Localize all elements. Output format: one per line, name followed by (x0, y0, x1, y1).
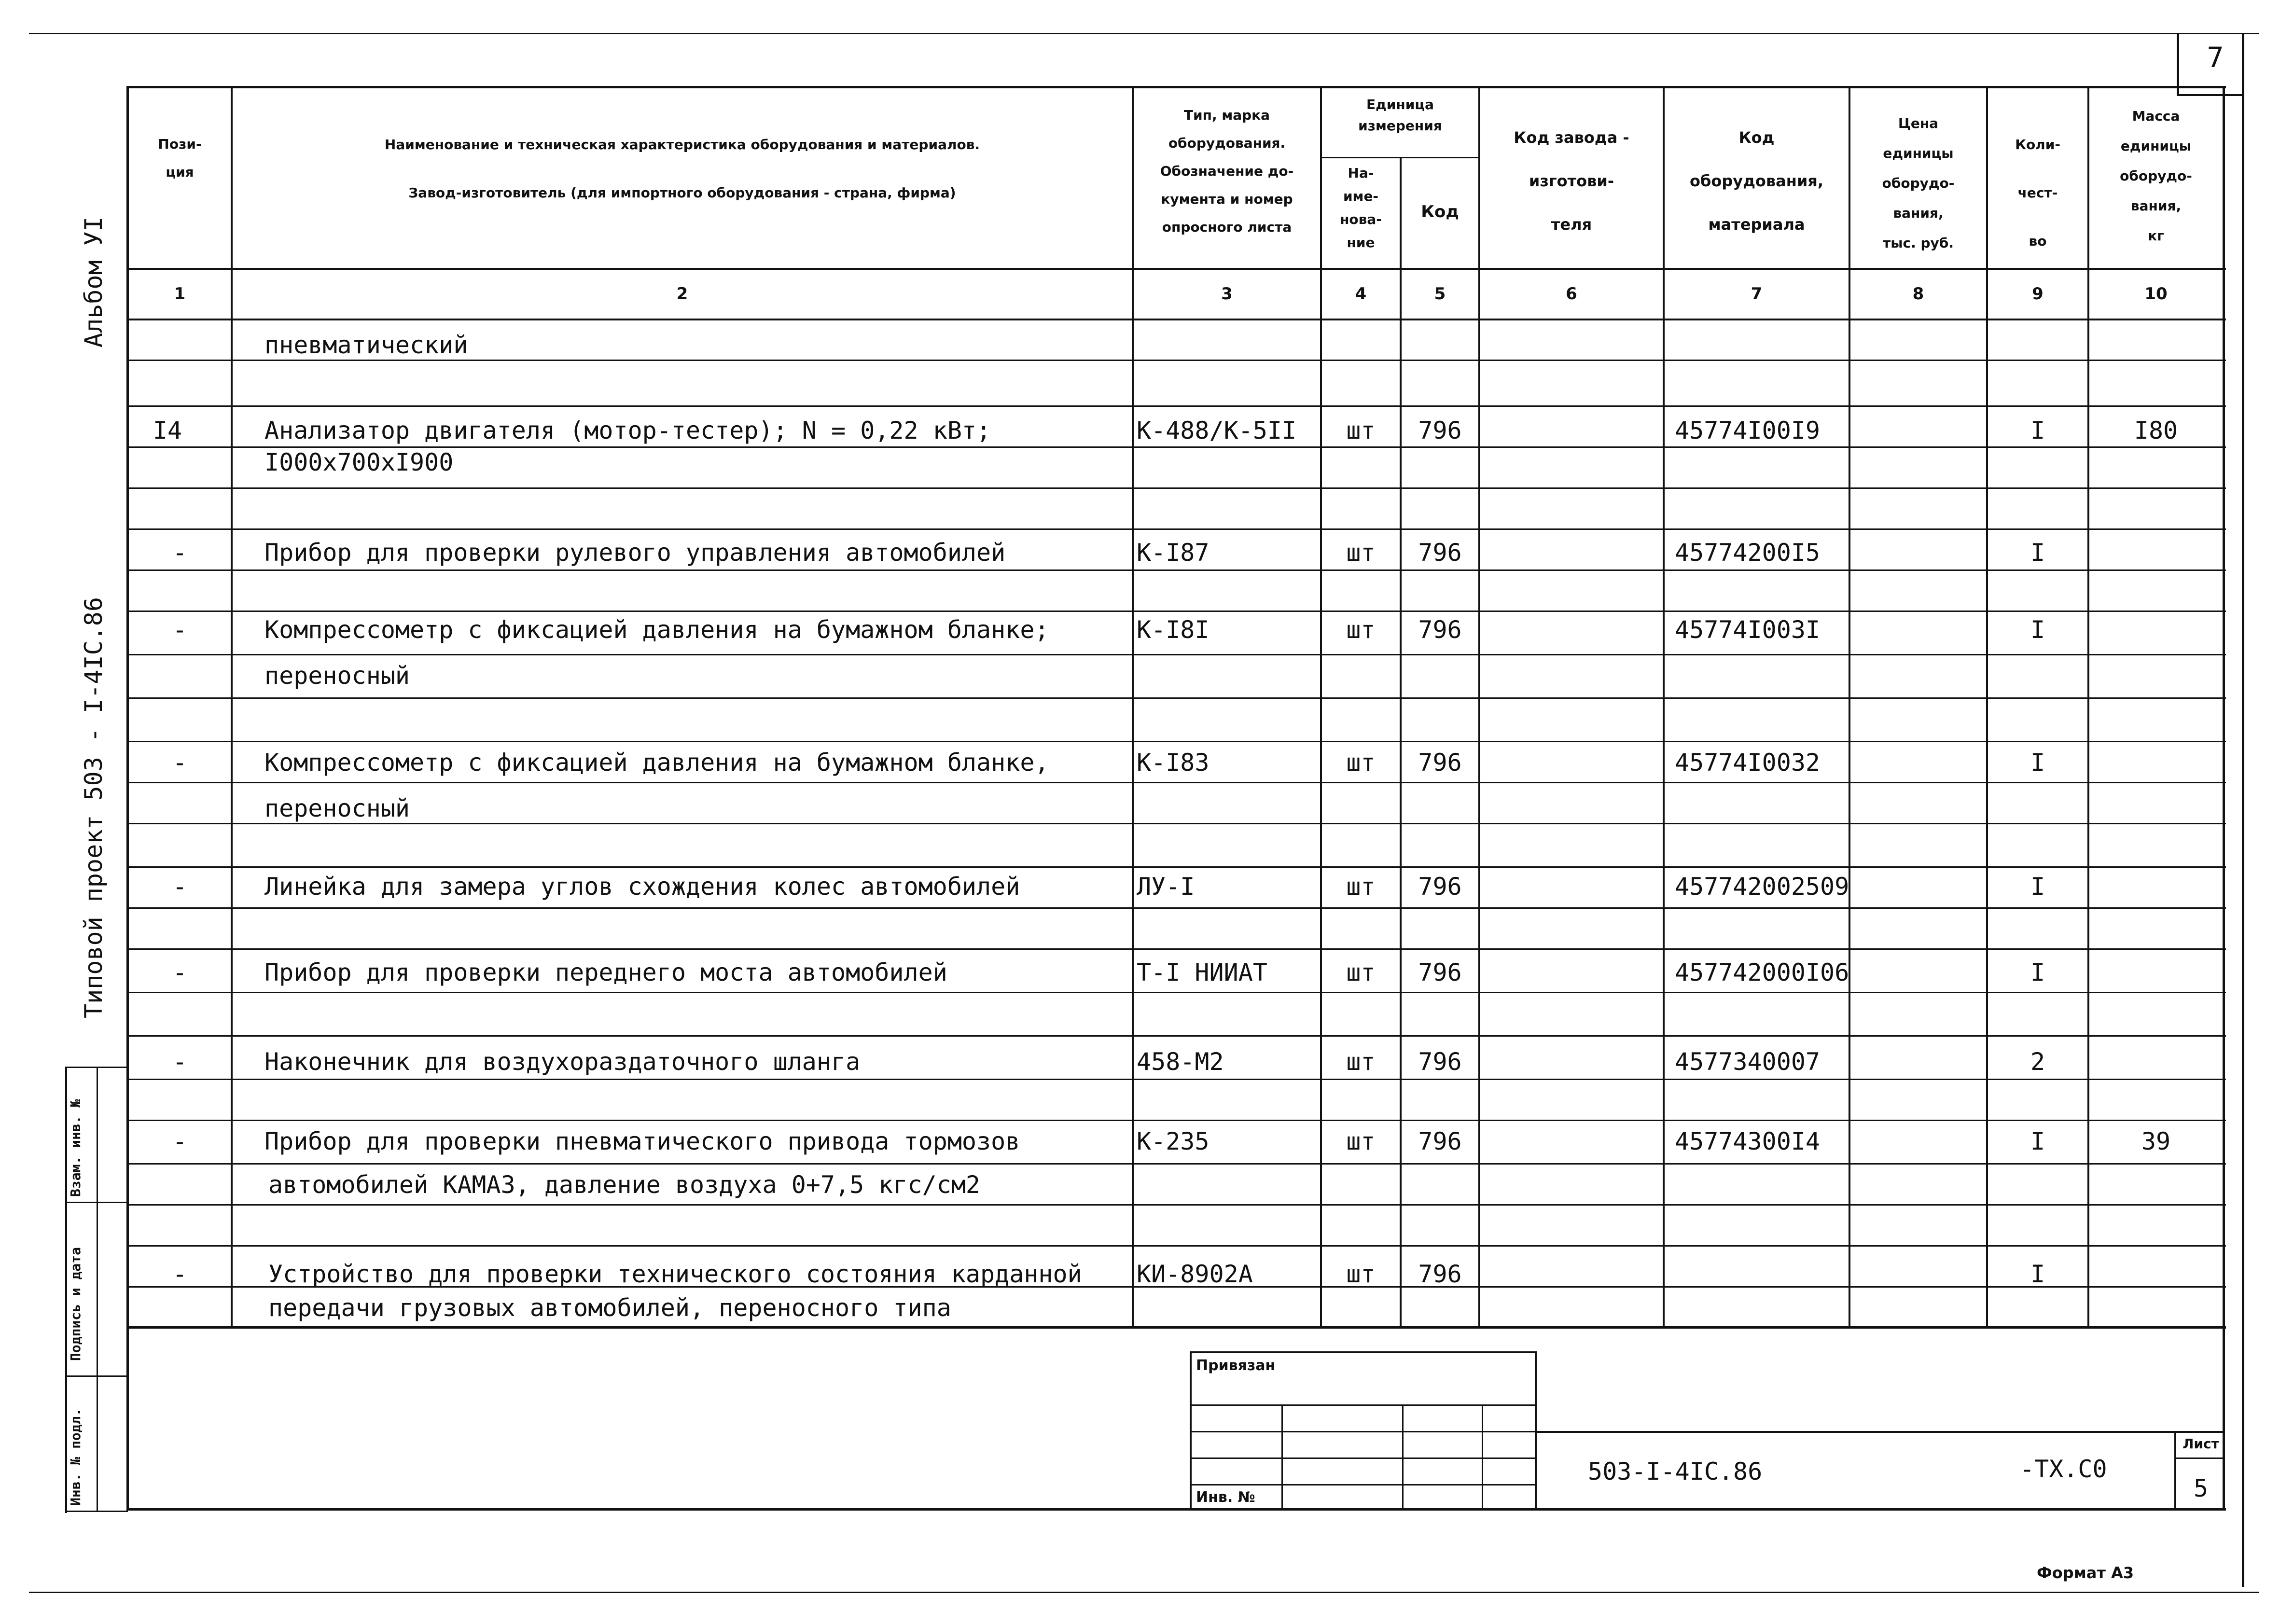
row-name: переносный (264, 662, 410, 690)
row-name: переносный (264, 794, 410, 822)
row-unit: шт (1346, 616, 1376, 644)
col-number: 7 (1751, 284, 1763, 304)
row-type: К-I87 (1137, 539, 1210, 567)
col-number: 4 (1355, 284, 1367, 304)
document-suffix: -TX.C0 (2020, 1455, 2107, 1483)
row-type: К-I83 (1137, 749, 1210, 777)
row-equipment-code: 45774I0032 (1675, 749, 1821, 777)
row-code: 796 (1418, 749, 1462, 777)
row-mass: I80 (2134, 416, 2178, 444)
row-name: Устройство для проверки технического состояния карданной (268, 1260, 1082, 1288)
signature-date-label: Подпись и дата (68, 1247, 83, 1361)
page-number: 7 (2207, 41, 2224, 74)
header-equipment-code: Код оборудования, материала (1690, 128, 1823, 234)
row-code: 796 (1418, 873, 1462, 901)
row-name: пневматический (264, 331, 468, 359)
row-quantity: 2 (2030, 1048, 2045, 1076)
privyazan-label: Привязан (1196, 1357, 1276, 1374)
row-name: автомобилей КАМАЗ, давление воздуха 0+7,5 кгс/см2 (268, 1171, 981, 1199)
row-code: 796 (1418, 958, 1462, 986)
row-code: 796 (1418, 1127, 1462, 1155)
col-number: 9 (2032, 284, 2044, 304)
row-quantity: I (2030, 539, 2045, 567)
row-unit: шт (1346, 539, 1376, 567)
row-code: 796 (1418, 539, 1462, 567)
inv-podl-label: Инв. № подл. (68, 1408, 83, 1506)
row-unit: шт (1346, 1048, 1376, 1076)
row-position: - (172, 1260, 187, 1288)
header-price: Цена единицы оборудо- вания, тыс. руб. (1882, 115, 1955, 251)
col-number: 5 (1434, 284, 1446, 304)
row-name: передачи грузовых автомобилей, переносного типа (268, 1294, 951, 1322)
row-type: КИ-8902А (1137, 1260, 1253, 1288)
row-equipment-code: 4577340007 (1675, 1048, 1821, 1076)
header-unit-code: Код (1421, 202, 1459, 222)
col-number: 2 (676, 284, 688, 304)
row-type: К-I8I (1137, 616, 1210, 644)
row-equipment-code: 457742002509 (1675, 873, 1849, 901)
row-code: 796 (1418, 416, 1462, 444)
row-type: Т-I НИИАТ (1137, 958, 1267, 986)
row-equipment-code: 45774200I5 (1675, 539, 1821, 567)
row-code: 796 (1418, 1048, 1462, 1076)
header-name: Наименование и техническая характеристика оборудования и материалов. Завод-изготовитель (для импортного оборудования - страна, фирма) (384, 137, 980, 201)
row-quantity: I (2030, 958, 2045, 986)
row-code: 796 (1418, 1260, 1462, 1288)
col-number: 3 (1221, 284, 1233, 304)
col-number: 10 (2144, 284, 2168, 304)
row-code: 796 (1418, 616, 1462, 644)
row-name: Прибор для проверки переднего моста автомобилей (264, 958, 947, 986)
row-quantity: I (2030, 1127, 2045, 1155)
row-quantity: I (2030, 873, 2045, 901)
row-name: Прибор для проверки пневматического привода тормозов (264, 1127, 1020, 1155)
row-quantity: I (2030, 416, 2045, 444)
row-quantity: I (2030, 616, 2045, 644)
project-label: Типовой проект 503 - I-4IC.86 (80, 597, 108, 1018)
row-position: - (172, 1048, 187, 1076)
row-position: - (172, 539, 187, 567)
row-unit: шт (1346, 873, 1376, 901)
row-quantity: I (2030, 749, 2045, 777)
document-code: 503-I-4IC.86 (1588, 1457, 1763, 1485)
header-position: Пози- ция (158, 136, 202, 180)
row-equipment-code: 457742000I06 (1675, 958, 1849, 986)
row-equipment-code: 45774300I4 (1675, 1127, 1821, 1155)
row-position: - (172, 873, 187, 901)
row-quantity: I (2030, 1260, 2045, 1288)
inv-vzam-label: Взам. инв. № (68, 1099, 83, 1197)
sheet-label: Лист (2183, 1436, 2219, 1452)
row-position: - (172, 749, 187, 777)
row-position: - (172, 616, 187, 644)
header-unit-name: На- име- нова- ние (1340, 165, 1382, 250)
col-number: 8 (1912, 284, 1924, 304)
row-type: К-235 (1137, 1127, 1210, 1155)
row-name: Прибор для проверки рулевого управления автомобилей (264, 539, 1006, 567)
format-label: Формат А3 (2037, 1564, 2134, 1582)
row-position: - (172, 1127, 187, 1155)
row-type: 458-М2 (1137, 1048, 1224, 1076)
header-quantity: Коли- чест- во (2015, 137, 2060, 249)
row-unit: шт (1346, 416, 1376, 444)
col-number: 1 (174, 284, 186, 304)
header-factory-code: Код завода - изготови- теля (1514, 128, 1629, 234)
row-name: Компрессометр с фиксацией давления на бумажном бланке, (264, 749, 1049, 777)
inv-no-label: Инв. № (1196, 1489, 1255, 1506)
album-label: Альбом УІ (80, 217, 108, 347)
row-equipment-code: 45774I003I (1675, 616, 1821, 644)
row-name: Анализатор двигателя (мотор-тестер); N = 0,22 кВт; (264, 416, 991, 444)
row-name: I000x700xI900 (264, 448, 454, 476)
row-unit: шт (1346, 749, 1376, 777)
row-name: Компрессометр с фиксацией давления на бумажном бланке; (264, 616, 1049, 644)
row-type: ЛУ-I (1137, 873, 1195, 901)
sheet-number: 5 (2193, 1474, 2209, 1502)
col-number: 6 (1566, 284, 1577, 304)
row-type: К-488/К-5II (1137, 416, 1297, 444)
row-name: Линейка для замера углов схождения колес автомобилей (264, 873, 1020, 901)
header-type: Тип, марка оборудования. Обозначение до- кумента и номер опросного листа (1160, 107, 1294, 235)
row-position: - (172, 958, 187, 986)
header-mass: Масса единицы оборудо- вания, кг (2120, 108, 2192, 244)
row-unit: шт (1346, 1260, 1376, 1288)
row-position: I4 (153, 416, 182, 444)
row-name: Наконечник для воздухораздаточного шланга (264, 1048, 861, 1076)
row-mass: 39 (2141, 1127, 2171, 1155)
row-unit: шт (1346, 958, 1376, 986)
header-unit: Единица измерения (1358, 97, 1442, 134)
row-equipment-code: 45774I00I9 (1675, 416, 1821, 444)
row-unit: шт (1346, 1127, 1376, 1155)
